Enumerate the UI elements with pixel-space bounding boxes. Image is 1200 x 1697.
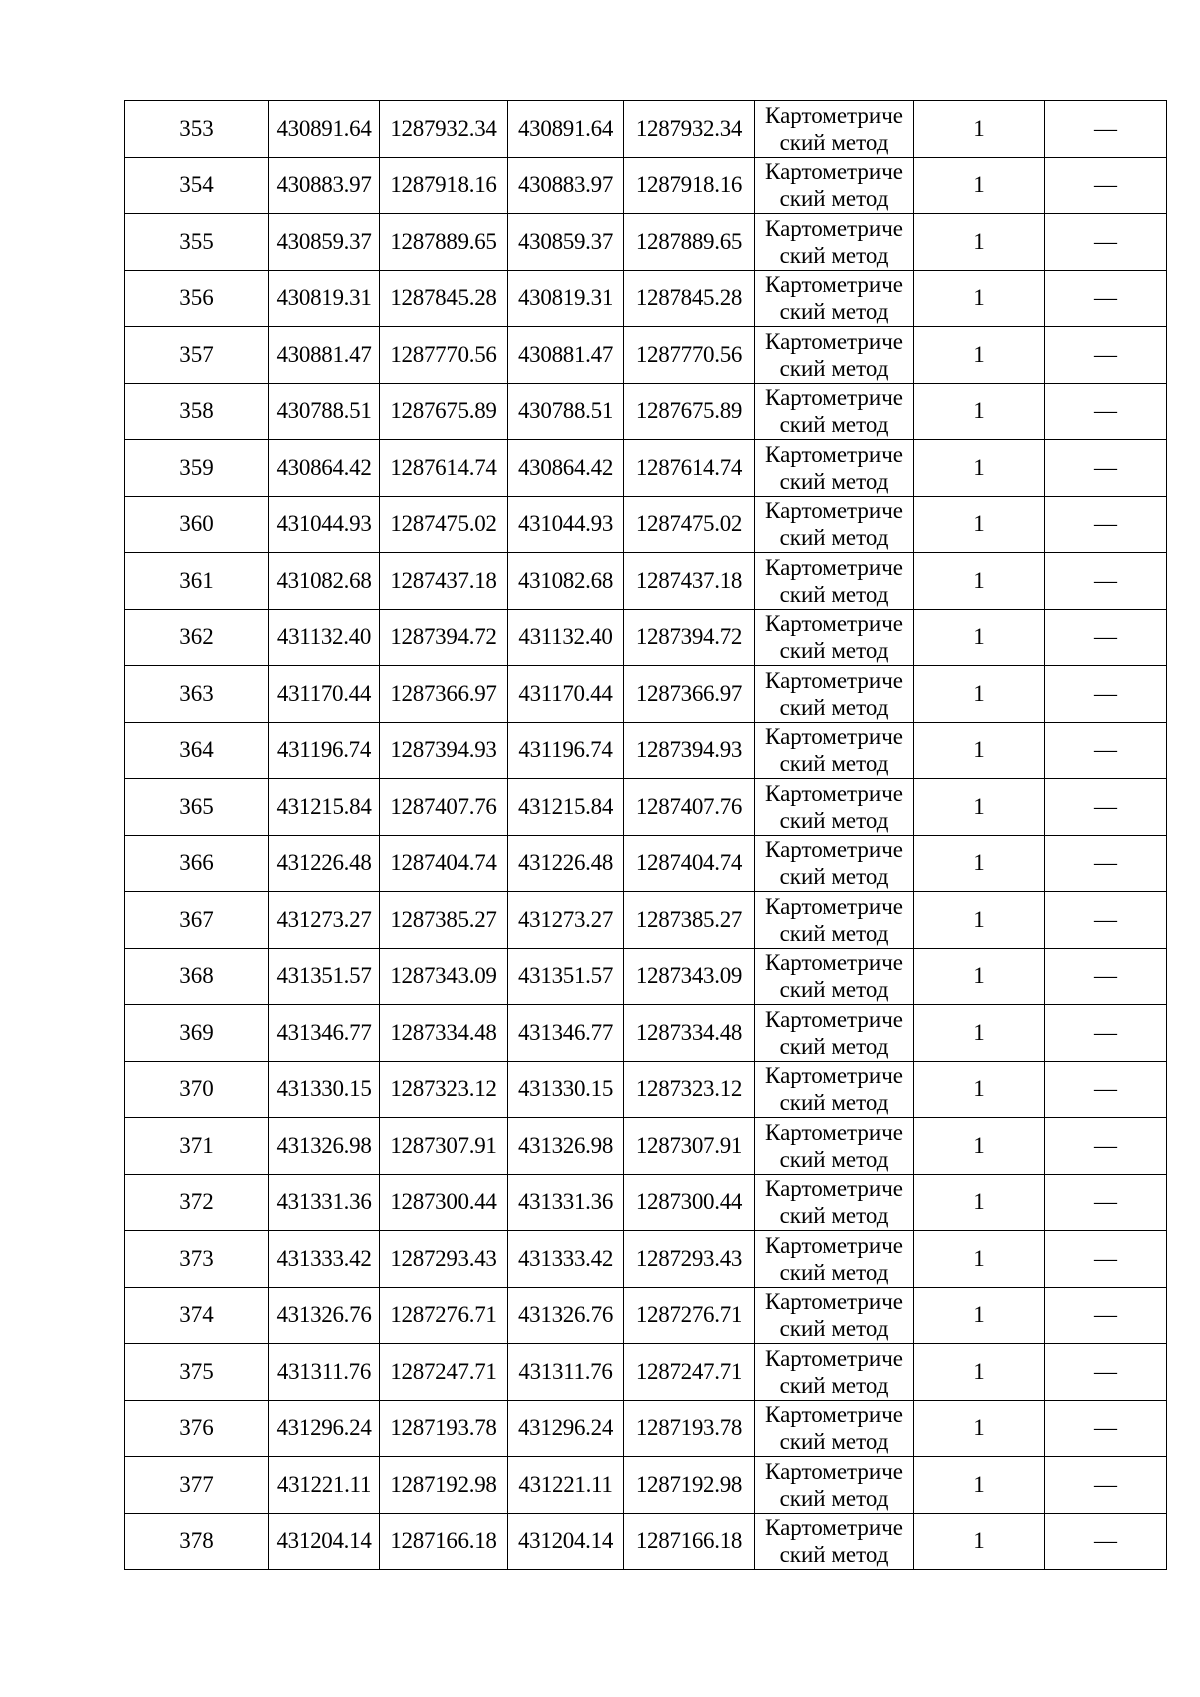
x-existing-cell: 431351.57 [269,948,380,1005]
table-row [125,1287,1167,1344]
point-number-cell: 366 [125,835,269,892]
accuracy-cell: 1 [914,1061,1045,1118]
y-existing-cell: 1287932.34 [380,101,508,158]
accuracy-cell: 1 [914,1231,1045,1288]
y-refined-cell: 1287385.27 [624,892,755,949]
y-refined-cell: 1287845.28 [624,270,755,327]
method-text-line-2: ский метод [779,920,889,946]
x-existing-cell: 431273.27 [269,892,380,949]
accuracy-cell: 1 [914,835,1045,892]
method-text-line-2: ский метод [779,1259,889,1285]
point-number-cell: 362 [125,609,269,666]
method-cell [755,214,914,271]
method-text-line-1: Картометриче [765,215,903,241]
method-text-line-1: Картометриче [765,724,903,750]
y-refined-cell: 1287918.16 [624,157,755,214]
y-refined-cell: 1287276.71 [624,1287,755,1344]
method-text-line-1: Картометриче [765,272,903,298]
x-refined-cell: 431204.14 [508,1513,624,1570]
y-refined-cell: 1287166.18 [624,1513,755,1570]
method-cell [755,440,914,497]
description-cell: — [1045,327,1167,384]
y-refined-cell: 1287247.71 [624,1344,755,1401]
method-cell [755,666,914,723]
y-existing-cell: 1287247.71 [380,1344,508,1401]
method-text-line-1: Картометриче [765,1232,903,1258]
y-existing-cell: 1287300.44 [380,1174,508,1231]
x-existing-cell: 430883.97 [269,157,380,214]
method-text-line-2: ский метод [779,525,889,551]
y-existing-cell: 1287437.18 [380,553,508,610]
x-refined-cell: 431326.76 [508,1287,624,1344]
y-refined-cell: 1287475.02 [624,496,755,553]
table-row [125,892,1167,949]
method-text-line-2: ский метод [779,468,889,494]
y-refined-cell: 1287437.18 [624,553,755,610]
point-number-cell: 367 [125,892,269,949]
table-row [125,609,1167,666]
method-text-line-1: Картометриче [765,1515,903,1541]
accuracy-cell: 1 [914,101,1045,158]
y-existing-cell: 1287307.91 [380,1118,508,1175]
x-existing-cell: 431226.48 [269,835,380,892]
method-text-line-1: Картометриче [765,1289,903,1315]
table-row [125,1174,1167,1231]
method-cell [755,892,914,949]
method-text-line-1: Картометриче [765,554,903,580]
accuracy-cell: 1 [914,892,1045,949]
point-number-cell: 359 [125,440,269,497]
x-refined-cell: 431196.74 [508,722,624,779]
method-text-line-1: Картометриче [765,385,903,411]
point-number-cell: 375 [125,1344,269,1401]
x-refined-cell: 431333.42 [508,1231,624,1288]
x-refined-cell: 430883.97 [508,157,624,214]
accuracy-cell: 1 [914,1118,1045,1175]
point-number-cell: 354 [125,157,269,214]
y-refined-cell: 1287334.48 [624,1005,755,1062]
method-cell [755,1457,914,1514]
y-existing-cell: 1287889.65 [380,214,508,271]
table-row [125,1400,1167,1457]
method-cell [755,835,914,892]
y-refined-cell: 1287307.91 [624,1118,755,1175]
accuracy-cell: 1 [914,1513,1045,1570]
method-cell [755,553,914,610]
table-row [125,383,1167,440]
y-existing-cell: 1287770.56 [380,327,508,384]
description-cell: — [1045,1005,1167,1062]
point-number-cell: 363 [125,666,269,723]
x-refined-cell: 430891.64 [508,101,624,158]
description-cell: — [1045,892,1167,949]
description-cell: — [1045,101,1167,158]
x-existing-cell: 430859.37 [269,214,380,271]
method-cell [755,1174,914,1231]
table-row [125,1005,1167,1062]
y-refined-cell: 1287192.98 [624,1457,755,1514]
y-existing-cell: 1287475.02 [380,496,508,553]
point-number-cell: 377 [125,1457,269,1514]
description-cell: — [1045,440,1167,497]
method-text-line-2: ский метод [779,1429,889,1455]
point-number-cell: 360 [125,496,269,553]
x-existing-cell: 431204.14 [269,1513,380,1570]
y-existing-cell: 1287323.12 [380,1061,508,1118]
method-cell [755,722,914,779]
y-refined-cell: 1287394.72 [624,609,755,666]
table-row [125,101,1167,158]
method-text-line-1: Картометриче [765,1402,903,1428]
table-row [125,1061,1167,1118]
y-refined-cell: 1287394.93 [624,722,755,779]
y-existing-cell: 1287166.18 [380,1513,508,1570]
description-cell: — [1045,383,1167,440]
method-text-line-1: Картометриче [765,102,903,128]
table-row [125,327,1167,384]
description-cell: — [1045,553,1167,610]
table-row [125,270,1167,327]
point-number-cell: 369 [125,1005,269,1062]
method-text-line-2: ский метод [779,299,889,325]
x-existing-cell: 431326.76 [269,1287,380,1344]
y-existing-cell: 1287366.97 [380,666,508,723]
x-refined-cell: 431346.77 [508,1005,624,1062]
method-text-line-2: ский метод [779,807,889,833]
x-existing-cell: 431311.76 [269,1344,380,1401]
y-existing-cell: 1287385.27 [380,892,508,949]
x-refined-cell: 430881.47 [508,327,624,384]
y-existing-cell: 1287918.16 [380,157,508,214]
table-row [125,1231,1167,1288]
x-existing-cell: 431333.42 [269,1231,380,1288]
method-text-line-1: Картометриче [765,950,903,976]
y-existing-cell: 1287293.43 [380,1231,508,1288]
method-cell [755,779,914,836]
y-refined-cell: 1287675.89 [624,383,755,440]
method-text-line-2: ский метод [779,1485,889,1511]
description-cell: — [1045,270,1167,327]
coordinates-table [124,100,1167,1570]
x-refined-cell: 431044.93 [508,496,624,553]
accuracy-cell: 1 [914,1344,1045,1401]
accuracy-cell: 1 [914,214,1045,271]
x-existing-cell: 431170.44 [269,666,380,723]
description-cell: — [1045,214,1167,271]
method-text-line-1: Картометриче [765,893,903,919]
x-refined-cell: 431351.57 [508,948,624,1005]
y-refined-cell: 1287404.74 [624,835,755,892]
description-cell: — [1045,666,1167,723]
x-refined-cell: 430859.37 [508,214,624,271]
point-number-cell: 374 [125,1287,269,1344]
x-existing-cell: 431132.40 [269,609,380,666]
y-existing-cell: 1287394.93 [380,722,508,779]
accuracy-cell: 1 [914,666,1045,723]
y-refined-cell: 1287889.65 [624,214,755,271]
method-text-line-1: Картометриче [765,1345,903,1371]
method-text-line-2: ский метод [779,355,889,381]
method-cell [755,157,914,214]
method-cell [755,1005,914,1062]
point-number-cell: 365 [125,779,269,836]
x-refined-cell: 431215.84 [508,779,624,836]
y-existing-cell: 1287675.89 [380,383,508,440]
table-row [125,496,1167,553]
method-cell [755,1287,914,1344]
description-cell: — [1045,496,1167,553]
accuracy-cell: 1 [914,779,1045,836]
method-text-line-2: ский метод [779,1203,889,1229]
method-text-line-2: ский метод [779,129,889,155]
x-existing-cell: 430881.47 [269,327,380,384]
accuracy-cell: 1 [914,1400,1045,1457]
x-refined-cell: 431311.76 [508,1344,624,1401]
method-text-line-2: ский метод [779,1316,889,1342]
method-cell [755,383,914,440]
y-existing-cell: 1287192.98 [380,1457,508,1514]
point-number-cell: 371 [125,1118,269,1175]
method-cell [755,496,914,553]
x-refined-cell: 431296.24 [508,1400,624,1457]
y-refined-cell: 1287770.56 [624,327,755,384]
point-number-cell: 368 [125,948,269,1005]
x-refined-cell: 431221.11 [508,1457,624,1514]
method-text-line-1: Картометриче [765,1458,903,1484]
accuracy-cell: 1 [914,327,1045,384]
accuracy-cell: 1 [914,1174,1045,1231]
method-cell [755,609,914,666]
x-refined-cell: 430788.51 [508,383,624,440]
y-refined-cell: 1287343.09 [624,948,755,1005]
description-cell: — [1045,1457,1167,1514]
method-text-line-2: ский метод [779,864,889,890]
y-refined-cell: 1287293.43 [624,1231,755,1288]
x-existing-cell: 430891.64 [269,101,380,158]
method-text-line-1: Картометриче [765,667,903,693]
table-row [125,1118,1167,1175]
description-cell: — [1045,609,1167,666]
method-text-line-1: Картометриче [765,1006,903,1032]
y-existing-cell: 1287334.48 [380,1005,508,1062]
x-existing-cell: 431215.84 [269,779,380,836]
y-refined-cell: 1287300.44 [624,1174,755,1231]
y-existing-cell: 1287276.71 [380,1287,508,1344]
y-refined-cell: 1287932.34 [624,101,755,158]
description-cell: — [1045,1118,1167,1175]
method-text-line-2: ский метод [779,751,889,777]
y-existing-cell: 1287845.28 [380,270,508,327]
point-number-cell: 364 [125,722,269,779]
method-text-line-1: Картометриче [765,780,903,806]
y-refined-cell: 1287407.76 [624,779,755,836]
description-cell: — [1045,1061,1167,1118]
method-text-line-2: ский метод [779,1372,889,1398]
x-refined-cell: 431331.36 [508,1174,624,1231]
point-number-cell: 353 [125,101,269,158]
table-row [125,666,1167,723]
method-cell [755,1061,914,1118]
y-refined-cell: 1287614.74 [624,440,755,497]
x-refined-cell: 431082.68 [508,553,624,610]
y-existing-cell: 1287343.09 [380,948,508,1005]
point-number-cell: 361 [125,553,269,610]
x-refined-cell: 431132.40 [508,609,624,666]
point-number-cell: 356 [125,270,269,327]
method-text-line-1: Картометриче [765,328,903,354]
method-cell [755,1400,914,1457]
accuracy-cell: 1 [914,722,1045,779]
method-cell [755,1231,914,1288]
accuracy-cell: 1 [914,948,1045,1005]
method-cell [755,1344,914,1401]
x-existing-cell: 431331.36 [269,1174,380,1231]
method-text-line-2: ский метод [779,1033,889,1059]
method-text-line-1: Картометриче [765,159,903,185]
description-cell: — [1045,1513,1167,1570]
method-text-line-2: ский метод [779,581,889,607]
accuracy-cell: 1 [914,1287,1045,1344]
y-refined-cell: 1287323.12 [624,1061,755,1118]
method-text-line-1: Картометриче [765,1063,903,1089]
table-row [125,440,1167,497]
y-existing-cell: 1287193.78 [380,1400,508,1457]
description-cell: — [1045,1400,1167,1457]
description-cell: — [1045,1231,1167,1288]
table-row [125,1457,1167,1514]
method-text-line-1: Картометриче [765,1119,903,1145]
accuracy-cell: 1 [914,157,1045,214]
point-number-cell: 378 [125,1513,269,1570]
x-existing-cell: 431346.77 [269,1005,380,1062]
x-refined-cell: 431226.48 [508,835,624,892]
table-row [125,1513,1167,1570]
x-existing-cell: 431296.24 [269,1400,380,1457]
y-refined-cell: 1287366.97 [624,666,755,723]
x-existing-cell: 430864.42 [269,440,380,497]
method-text-line-1: Картометриче [765,837,903,863]
description-cell: — [1045,1344,1167,1401]
point-number-cell: 355 [125,214,269,271]
point-number-cell: 376 [125,1400,269,1457]
method-text-line-1: Картометриче [765,441,903,467]
x-existing-cell: 430788.51 [269,383,380,440]
accuracy-cell: 1 [914,383,1045,440]
method-cell [755,1513,914,1570]
method-cell [755,1118,914,1175]
x-refined-cell: 431330.15 [508,1061,624,1118]
table-row [125,835,1167,892]
table-row [125,722,1167,779]
method-text-line-2: ский метод [779,638,889,664]
accuracy-cell: 1 [914,553,1045,610]
coordinates-table-body [125,101,1167,1570]
method-text-line-2: ский метод [779,1146,889,1172]
table-row [125,779,1167,836]
table-row [125,214,1167,271]
x-refined-cell: 431326.98 [508,1118,624,1175]
x-existing-cell: 431082.68 [269,553,380,610]
accuracy-cell: 1 [914,270,1045,327]
table-row [125,948,1167,1005]
x-existing-cell: 431196.74 [269,722,380,779]
accuracy-cell: 1 [914,609,1045,666]
method-cell [755,101,914,158]
table-row [125,157,1167,214]
method-text-line-2: ский метод [779,1090,889,1116]
point-number-cell: 373 [125,1231,269,1288]
method-cell [755,948,914,1005]
description-cell: — [1045,835,1167,892]
accuracy-cell: 1 [914,440,1045,497]
method-text-line-2: ский метод [779,1542,889,1568]
method-text-line-2: ский метод [779,977,889,1003]
method-text-line-1: Картометриче [765,611,903,637]
method-cell [755,327,914,384]
x-existing-cell: 430819.31 [269,270,380,327]
accuracy-cell: 1 [914,1005,1045,1062]
point-number-cell: 358 [125,383,269,440]
description-cell: — [1045,779,1167,836]
x-existing-cell: 431330.15 [269,1061,380,1118]
y-existing-cell: 1287394.72 [380,609,508,666]
description-cell: — [1045,722,1167,779]
method-text-line-2: ский метод [779,186,889,212]
y-refined-cell: 1287193.78 [624,1400,755,1457]
description-cell: — [1045,157,1167,214]
table-row [125,1344,1167,1401]
accuracy-cell: 1 [914,1457,1045,1514]
method-text-line-2: ский метод [779,694,889,720]
method-text-line-1: Картометриче [765,1176,903,1202]
x-refined-cell: 430864.42 [508,440,624,497]
point-number-cell: 357 [125,327,269,384]
description-cell: — [1045,1287,1167,1344]
x-existing-cell: 431044.93 [269,496,380,553]
x-refined-cell: 431170.44 [508,666,624,723]
x-refined-cell: 430819.31 [508,270,624,327]
y-existing-cell: 1287407.76 [380,779,508,836]
method-cell [755,270,914,327]
method-text-line-2: ский метод [779,242,889,268]
x-existing-cell: 431326.98 [269,1118,380,1175]
point-number-cell: 372 [125,1174,269,1231]
x-existing-cell: 431221.11 [269,1457,380,1514]
y-existing-cell: 1287614.74 [380,440,508,497]
y-existing-cell: 1287404.74 [380,835,508,892]
table-row [125,553,1167,610]
point-number-cell: 370 [125,1061,269,1118]
method-text-line-1: Картометриче [765,498,903,524]
method-text-line-2: ский метод [779,412,889,438]
x-refined-cell: 431273.27 [508,892,624,949]
description-cell: — [1045,1174,1167,1231]
accuracy-cell: 1 [914,496,1045,553]
description-cell: — [1045,948,1167,1005]
